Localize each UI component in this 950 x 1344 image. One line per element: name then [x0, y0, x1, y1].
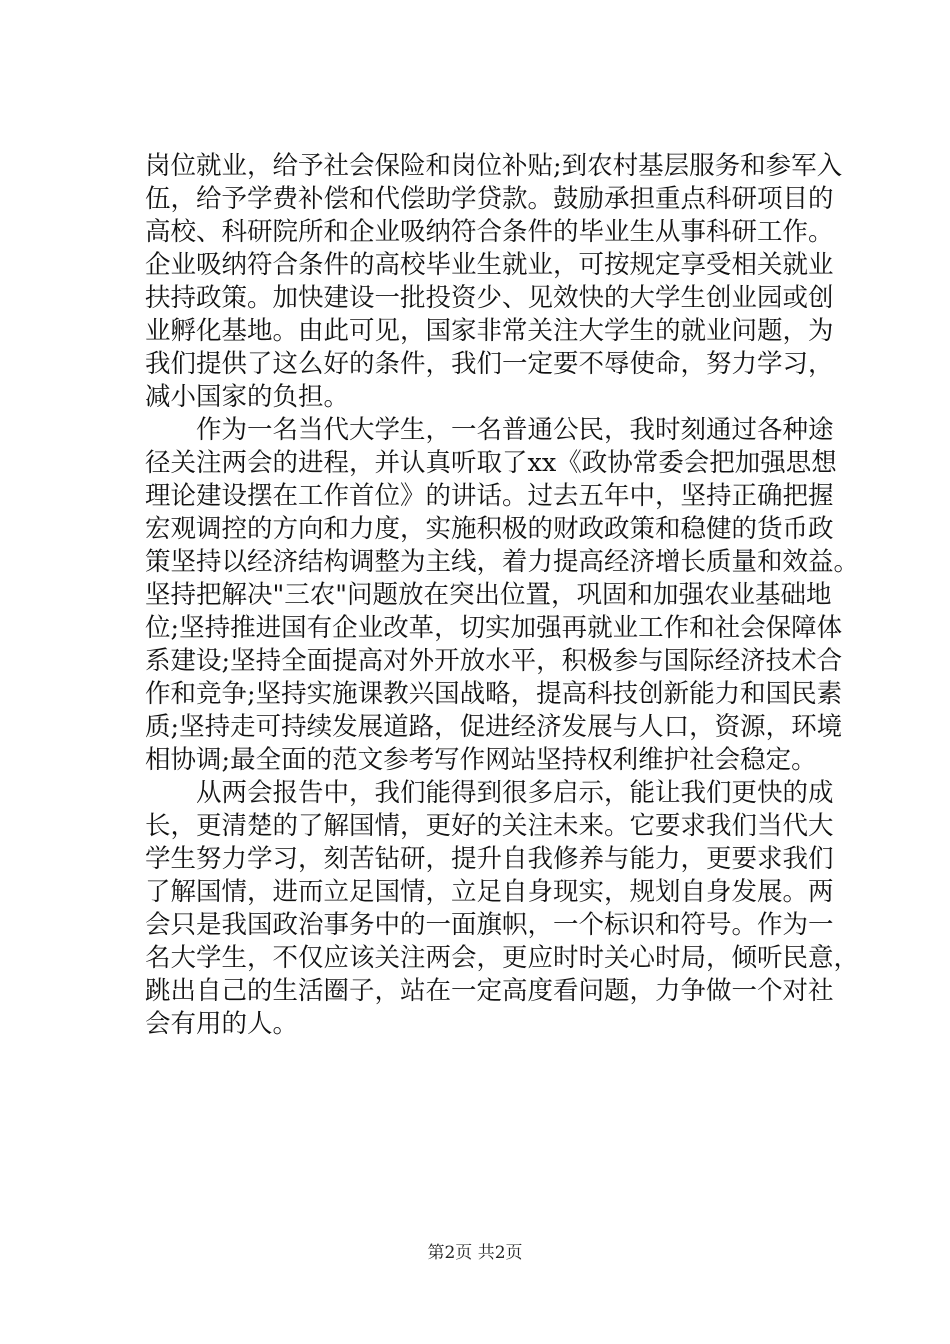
- page-number-footer: 第2页 共2页: [427, 1243, 523, 1263]
- text-line: 名大学生，不仅应该关注两会，更应时时关心时局，倾听民意，: [145, 943, 860, 973]
- text-line: 坚持把解决"三农"问题放在突出位置，巩固和加强农业基础地: [145, 580, 832, 610]
- body-text: [145, 150, 860, 1041]
- text-line: 径关注两会的进程，并认真听取了xx《政协常委会把加强思想: [145, 448, 837, 478]
- text-line: 岗位就业，给予社会保险和岗位补贴;到农村基层服务和参军入: [145, 151, 843, 181]
- text-line: 理论建设摆在工作首位》的讲话。过去五年中，坚持正确把握: [145, 481, 834, 511]
- text-line: 跳出自己的生活圈子，站在一定高度看问题，力争做一个对社: [145, 976, 834, 1006]
- text-line: 系建设;坚持全面提高对外开放水平，积极参与国际经济技术合: [145, 646, 843, 676]
- text-line: 策坚持以经济结构调整为主线，着力提高经济增长质量和效益。: [145, 547, 860, 577]
- text-line: 业孵化基地。由此可见，国家非常关注大学生的就业问题，为: [145, 316, 834, 346]
- text-line: 减小国家的负担。: [145, 382, 350, 412]
- text-line: 了解国情，进而立足国情，立足自身现实，规划自身发展。两: [145, 877, 834, 907]
- text-line: 相协调;最全面的范文参考写作网站坚持权利维护社会稳定。: [145, 745, 817, 775]
- text-line: 作为一名当代大学生，一名普通公民，我时刻通过各种途: [145, 415, 834, 445]
- text-line: 会有用的人。: [145, 1009, 299, 1039]
- text-line: 高校、科研院所和企业吸纳符合条件的毕业生从事科研工作。: [145, 217, 834, 247]
- text-line: 伍，给予学费补偿和代偿助学贷款。鼓励承担重点科研项目的: [145, 184, 834, 214]
- text-line: 会只是我国政治事务中的一面旗帜，一个标识和符号。作为一: [145, 910, 834, 940]
- text-line: 扶持政策。加快建设一批投资少、见效快的大学生创业园或创: [145, 283, 834, 313]
- text-line: 位;坚持推进国有企业改革，切实加强再就业工作和社会保障体: [145, 613, 843, 643]
- text-line: 长，更清楚的了解国情，更好的关注未来。它要求我们当代大: [145, 811, 834, 841]
- text-line: 宏观调控的方向和力度，实施积极的财政政策和稳健的货币政: [145, 514, 834, 544]
- text-line: 我们提供了这么好的条件，我们一定要不辱使命，努力学习，: [145, 349, 834, 379]
- text-line: 企业吸纳符合条件的高校毕业生就业，可按规定享受相关就业: [145, 250, 834, 280]
- text-line: 从两会报告中，我们能得到很多启示，能让我们更快的成: [145, 778, 834, 808]
- text-line: 质;坚持走可持续发展道路，促进经济发展与人口，资源，环境: [145, 712, 843, 742]
- text-line: 学生努力学习，刻苦钻研，提升自我修养与能力，更要求我们: [145, 844, 834, 874]
- text-line: 作和竞争;坚持实施课教兴国战略，提高科技创新能力和国民素: [145, 679, 843, 709]
